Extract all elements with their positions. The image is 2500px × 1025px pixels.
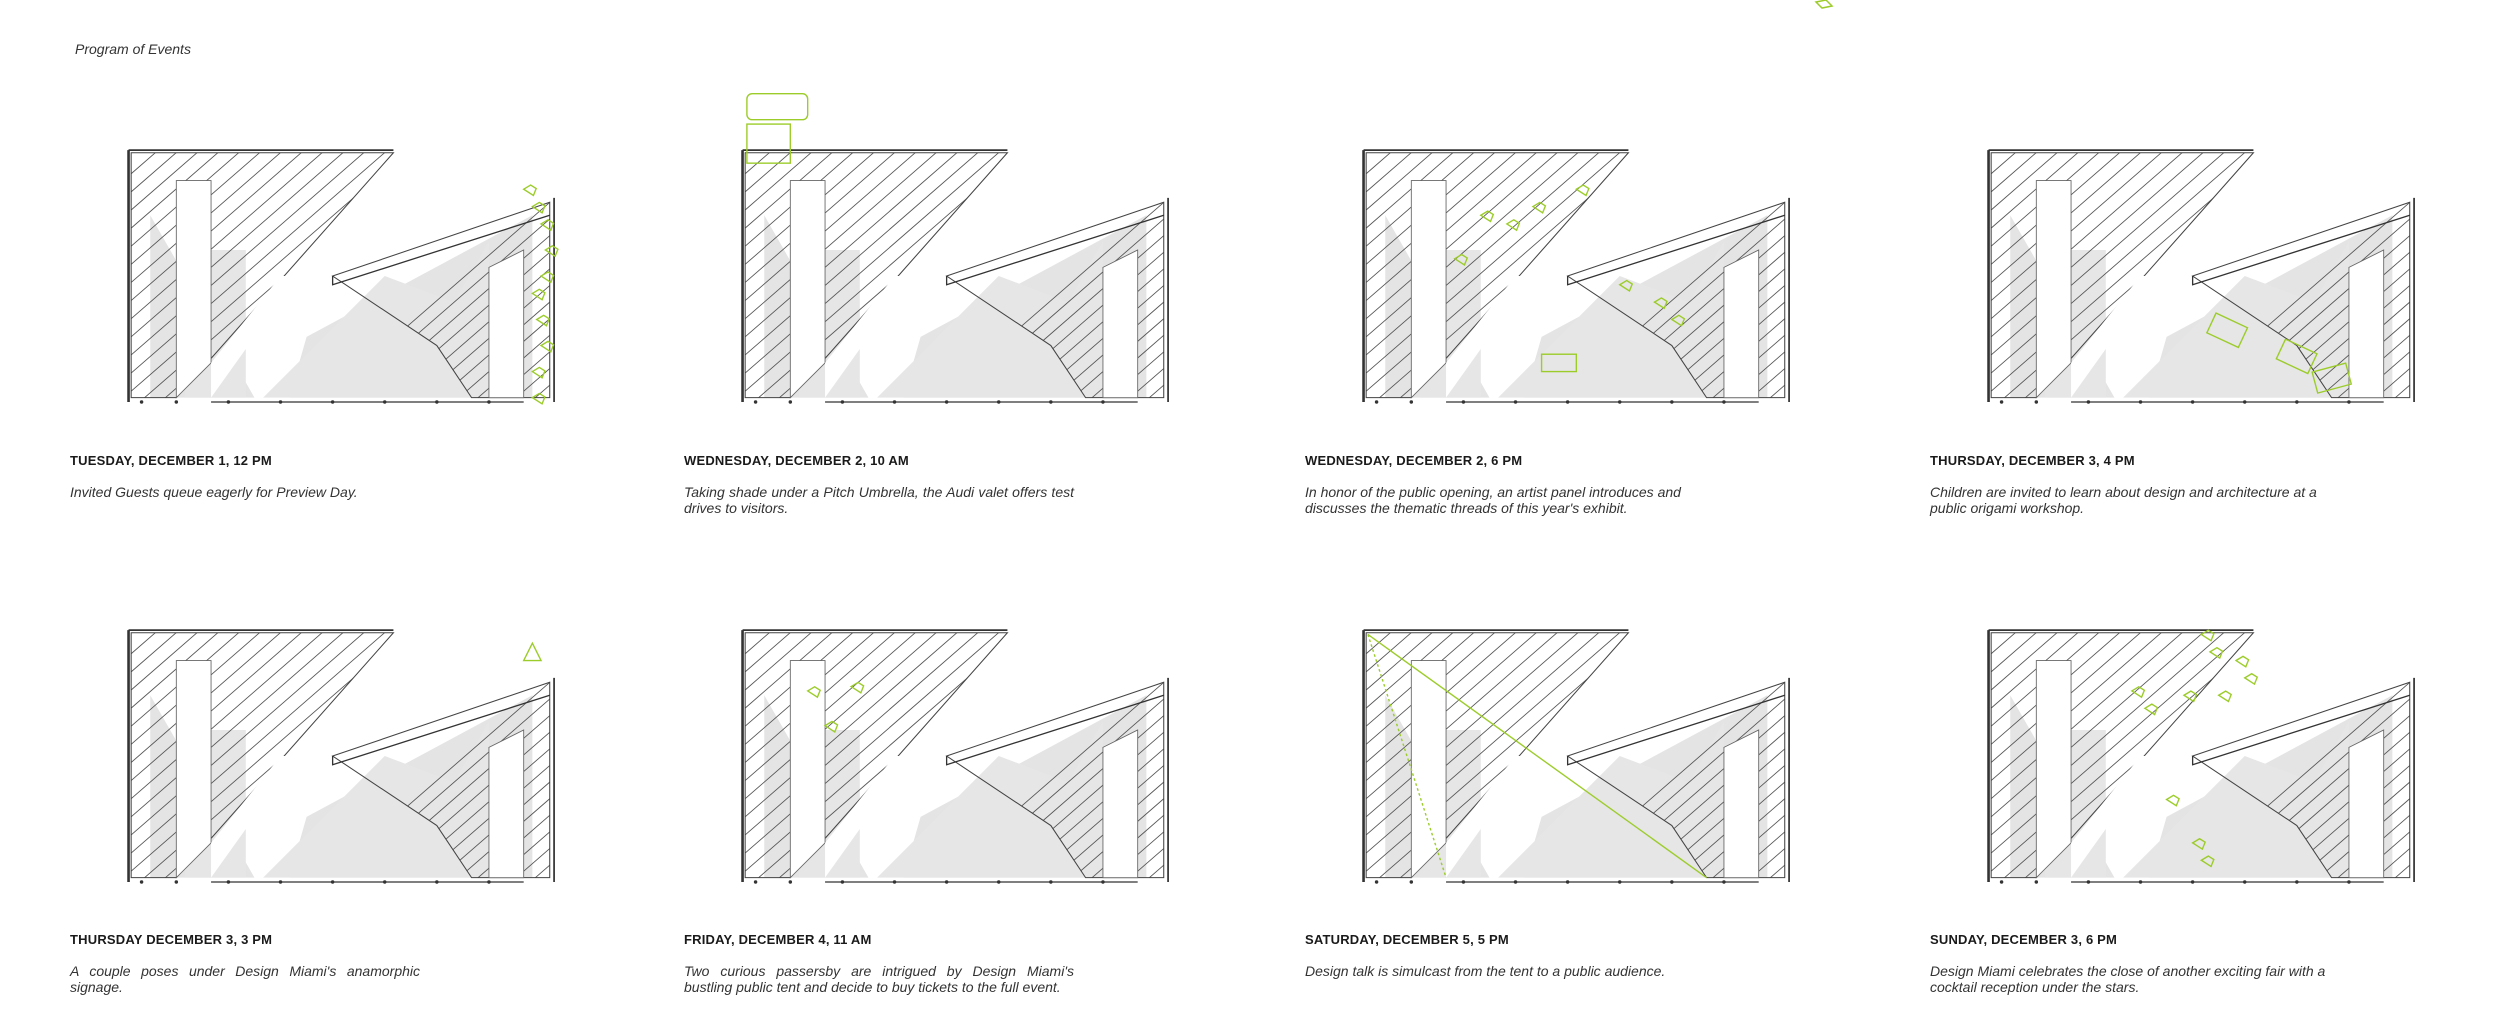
event-panel bbox=[1305, 85, 1865, 545]
tick-mark bbox=[1410, 400, 1413, 403]
pavilion-plan bbox=[1305, 565, 1865, 895]
tick-mark bbox=[754, 400, 757, 403]
person-figure bbox=[532, 202, 545, 212]
tick-mark bbox=[279, 880, 282, 883]
event-description: In honor of the public opening, an artist panel introduces and discusses the thematic threads of this year's exhibit. bbox=[1305, 484, 1681, 516]
tick-mark bbox=[175, 880, 178, 883]
tick-mark bbox=[435, 880, 438, 883]
person-figure bbox=[541, 341, 554, 351]
activity-overlay bbox=[524, 643, 541, 660]
column-cutout bbox=[489, 730, 524, 878]
column-cutout bbox=[2349, 730, 2384, 878]
column-cutout bbox=[176, 181, 211, 398]
person-figure bbox=[524, 185, 537, 195]
event-panel bbox=[70, 85, 630, 545]
tick-mark bbox=[175, 400, 178, 403]
tick-mark bbox=[893, 400, 896, 403]
tick-mark bbox=[945, 400, 948, 403]
tick-mark bbox=[945, 880, 948, 883]
column-cutout bbox=[2349, 250, 2384, 398]
pavilion-plan bbox=[684, 85, 1244, 415]
tick-mark bbox=[1101, 400, 1104, 403]
pavilion-plan bbox=[70, 565, 630, 895]
person-figure bbox=[532, 289, 545, 299]
tick-mark bbox=[1618, 880, 1621, 883]
event-description: Invited Guests queue eagerly for Preview Day. bbox=[70, 484, 358, 500]
tick-mark bbox=[1670, 400, 1673, 403]
pavilion-plan bbox=[1930, 565, 2490, 895]
tick-mark bbox=[1670, 880, 1673, 883]
column-cutout bbox=[1724, 730, 1759, 878]
event-description: Two curious passersby are intrigued by Design Miami's bustling public tent and decide to buy tickets to the full event. bbox=[684, 963, 1074, 995]
umbrella-shape bbox=[747, 94, 808, 120]
tick-mark bbox=[331, 400, 334, 403]
tick-mark bbox=[2191, 400, 2194, 403]
person-figure bbox=[2236, 656, 2249, 666]
tick-mark bbox=[1462, 880, 1465, 883]
person-figure bbox=[2184, 691, 2197, 701]
event-description: Children are invited to learn about design and architecture at a public origami workshop. bbox=[1930, 484, 2317, 516]
event-title: FRIDAY, DECEMBER 4, 11 AM bbox=[684, 932, 872, 947]
person-figure bbox=[2245, 674, 2258, 684]
floating-figure-mark bbox=[1812, 0, 1842, 20]
tick-mark bbox=[227, 400, 230, 403]
tick-mark bbox=[2295, 880, 2298, 883]
tick-mark bbox=[2295, 400, 2298, 403]
pavilion-plan bbox=[684, 565, 1244, 895]
event-title: SUNDAY, DECEMBER 3, 6 PM bbox=[1930, 932, 2118, 947]
person-figure bbox=[2132, 687, 2145, 697]
event-title: WEDNESDAY, DECEMBER 2, 6 PM bbox=[1305, 453, 1523, 468]
pavilion-plan bbox=[1930, 85, 2490, 415]
event-title: WEDNESDAY, DECEMBER 2, 10 AM bbox=[684, 453, 909, 468]
tick-mark bbox=[1375, 400, 1378, 403]
person-figure bbox=[1507, 220, 1520, 230]
person-figure bbox=[2210, 648, 2223, 658]
tick-mark bbox=[487, 880, 490, 883]
event-description: Taking shade under a Pitch Umbrella, the Audi valet offers test drives to visitors. bbox=[684, 484, 1074, 516]
person-figure bbox=[851, 682, 864, 692]
event-panel bbox=[1930, 85, 2490, 545]
pavilion-plan bbox=[1305, 85, 1865, 415]
tick-mark bbox=[1722, 400, 1725, 403]
person-figure bbox=[541, 272, 554, 282]
event-description: A couple poses under Design Miami's anamorphic signage. bbox=[70, 963, 420, 995]
person-figure bbox=[2145, 704, 2158, 714]
tick-mark bbox=[789, 880, 792, 883]
event-panel bbox=[684, 85, 1244, 545]
person-figure bbox=[1481, 211, 1494, 221]
tick-mark bbox=[893, 880, 896, 883]
tick-mark bbox=[1566, 400, 1569, 403]
event-description: Design talk is simulcast from the tent to a public audience. bbox=[1305, 963, 1666, 979]
tick-mark bbox=[2000, 400, 2003, 403]
event-description: Design Miami celebrates the close of another exciting fair with a cocktail reception under the stars. bbox=[1930, 963, 2326, 995]
column-cutout bbox=[489, 250, 524, 398]
tick-mark bbox=[2087, 400, 2090, 403]
tick-mark bbox=[997, 880, 1000, 883]
tick-mark bbox=[1722, 880, 1725, 883]
tick-mark bbox=[841, 400, 844, 403]
person-figure bbox=[532, 367, 545, 377]
tick-mark bbox=[1514, 400, 1517, 403]
tick-mark bbox=[2191, 880, 2194, 883]
tick-mark bbox=[140, 880, 143, 883]
column-cutout bbox=[2036, 181, 2071, 398]
person-figure bbox=[2167, 795, 2180, 805]
tick-mark bbox=[331, 880, 334, 883]
tick-mark bbox=[2139, 400, 2142, 403]
tick-mark bbox=[2035, 400, 2038, 403]
tick-mark bbox=[2000, 880, 2003, 883]
tick-mark bbox=[279, 400, 282, 403]
couple-figure bbox=[524, 643, 541, 660]
tick-mark bbox=[754, 880, 757, 883]
tick-mark bbox=[140, 400, 143, 403]
person-figure bbox=[2219, 691, 2232, 701]
event-panel bbox=[684, 565, 1244, 1025]
pavilion-plan bbox=[70, 85, 630, 415]
column-cutout bbox=[790, 661, 825, 878]
tick-mark bbox=[1101, 880, 1104, 883]
tick-mark bbox=[487, 400, 490, 403]
column-cutout bbox=[1411, 181, 1446, 398]
column-cutout bbox=[1411, 661, 1446, 878]
column-cutout bbox=[176, 661, 211, 878]
tick-mark bbox=[227, 880, 230, 883]
event-title: TUESDAY, DECEMBER 1, 12 PM bbox=[70, 453, 272, 468]
tick-mark bbox=[2347, 400, 2350, 403]
column-cutout bbox=[790, 181, 825, 398]
tick-mark bbox=[2087, 880, 2090, 883]
column-cutout bbox=[1103, 730, 1138, 878]
event-title: THURSDAY, DECEMBER 3, 4 PM bbox=[1930, 453, 2135, 468]
event-panel bbox=[70, 565, 630, 1025]
tick-mark bbox=[2139, 880, 2142, 883]
tick-mark bbox=[1375, 880, 1378, 883]
tick-mark bbox=[1049, 400, 1052, 403]
event-title: SATURDAY, DECEMBER 5, 5 PM bbox=[1305, 932, 1509, 947]
tick-mark bbox=[1049, 880, 1052, 883]
tick-mark bbox=[2035, 880, 2038, 883]
page-header: Program of Events bbox=[75, 41, 191, 57]
tick-mark bbox=[383, 880, 386, 883]
tick-mark bbox=[1410, 880, 1413, 883]
tick-mark bbox=[435, 400, 438, 403]
event-panel bbox=[1930, 565, 2490, 1025]
column-cutout bbox=[1724, 250, 1759, 398]
tick-mark bbox=[1566, 880, 1569, 883]
person-figure bbox=[1576, 185, 1589, 195]
tick-mark bbox=[383, 400, 386, 403]
tick-mark bbox=[1514, 880, 1517, 883]
tick-mark bbox=[1462, 400, 1465, 403]
column-cutout bbox=[2036, 661, 2071, 878]
event-panel bbox=[1305, 565, 1865, 1025]
tick-mark bbox=[2243, 880, 2246, 883]
tick-mark bbox=[841, 880, 844, 883]
car-shape bbox=[747, 124, 790, 163]
tick-mark bbox=[1618, 400, 1621, 403]
tick-mark bbox=[789, 400, 792, 403]
tick-mark bbox=[997, 400, 1000, 403]
tick-mark bbox=[2347, 880, 2350, 883]
column-cutout bbox=[1103, 250, 1138, 398]
person-figure bbox=[2201, 630, 2214, 640]
event-title: THURSDAY DECEMBER 3, 3 PM bbox=[70, 932, 273, 947]
tick-mark bbox=[2243, 400, 2246, 403]
